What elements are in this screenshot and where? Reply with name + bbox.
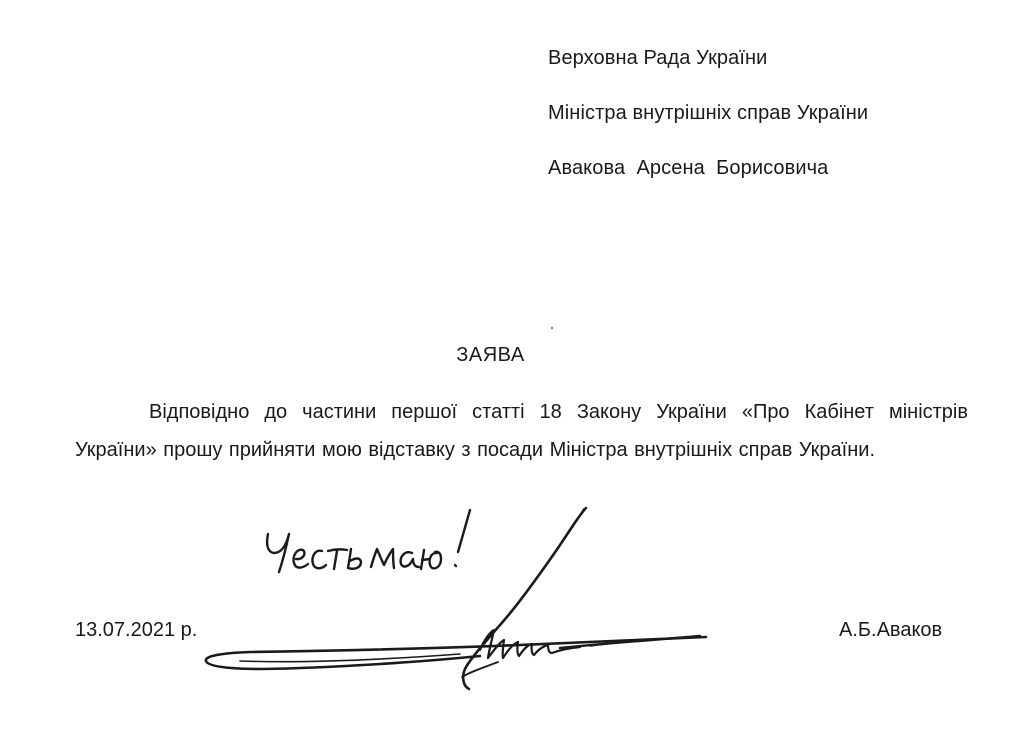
handwritten-note [267,510,470,572]
addressee-name: Авакова Арсена Борисовича [548,157,829,179]
document-body: Відповідно до частини першої статті 18 Закону України «Про Кабінет міністрів України» прошу прийняти мою відставку з посади Міністра внутрішніх справ України. [75,401,968,461]
scan-speck [551,327,553,329]
document-title [0,341,1031,369]
addressee-position: Міністра внутрішніх справ України [548,102,869,124]
document-date: 13.07.2021 р. [75,619,198,641]
signature [206,508,706,689]
document-title-text: ЗАЯВА [456,344,525,366]
addressee-block [548,44,1008,209]
signatory-name: А.Б.Аваков [839,619,943,641]
addressee-recipient: Верховна Рада України [548,47,768,69]
